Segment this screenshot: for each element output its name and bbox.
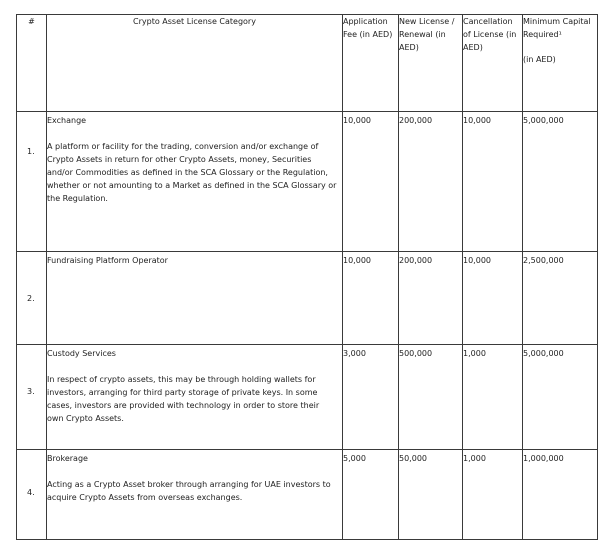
cancellation-value: 1,000: [463, 349, 486, 358]
new-license-cell: [399, 345, 463, 450]
table-row: [17, 112, 598, 252]
row-number-text: 1.: [27, 147, 35, 156]
row-number-text: 4.: [27, 488, 35, 497]
row-number-text: 3.: [27, 387, 35, 396]
new-license-value: 200,000: [399, 116, 433, 125]
new-license-value: 200,000: [399, 256, 433, 265]
min-capital-cell: [523, 252, 598, 345]
min-capital-cell: [523, 345, 598, 450]
category-cell: [47, 345, 343, 450]
row-number: [17, 450, 47, 540]
cancellation-value: 10,000: [463, 116, 491, 125]
application-fee-cell: [343, 252, 399, 345]
header-cancellation: Cancellation of License (in AED): [463, 15, 523, 112]
header-min-capital-unit: (in AED): [523, 55, 556, 64]
table-row: [17, 345, 598, 450]
table-row: [17, 450, 598, 540]
min-capital-value: 5,000,000: [523, 116, 564, 125]
category-title: Custody Services: [47, 349, 116, 358]
header-application-fee: Application Fee (in AED): [343, 15, 399, 112]
category-title: Fundraising Platform Operator: [47, 256, 168, 265]
row-number: [17, 112, 47, 252]
header-number: #: [17, 15, 47, 112]
cancellation-cell: [463, 450, 523, 540]
min-capital-value: 2,500,000: [523, 256, 564, 265]
header-category: Crypto Asset License Category: [47, 15, 343, 112]
min-capital-value: 1,000,000: [523, 454, 564, 463]
application-fee-cell: [343, 345, 399, 450]
category-description: Acting as a Crypto Asset broker through arranging for UAE investors to acquire Crypto Assets from overseas exchanges.: [47, 480, 331, 502]
min-capital-cell: [523, 112, 598, 252]
application-fee-value: 10,000: [343, 256, 371, 265]
new-license-cell: [399, 112, 463, 252]
application-fee-value: 5,000: [343, 454, 366, 463]
application-fee-cell: [343, 112, 399, 252]
cancellation-cell: [463, 345, 523, 450]
cancellation-value: 10,000: [463, 256, 491, 265]
application-fee-value: 3,000: [343, 349, 366, 358]
row-number: [17, 252, 47, 345]
license-fee-table: [16, 14, 598, 540]
row-number-text: 2.: [27, 294, 35, 303]
application-fee-value: 10,000: [343, 116, 371, 125]
header-row: [17, 15, 598, 112]
category-cell: [47, 112, 343, 252]
new-license-value: 50,000: [399, 454, 427, 463]
category-title: Brokerage: [47, 454, 88, 463]
cancellation-value: 1,000: [463, 454, 486, 463]
new-license-cell: [399, 252, 463, 345]
header-new-license: New License / Renewal (in AED): [399, 15, 463, 112]
header-min-capital: [523, 15, 598, 112]
cancellation-cell: [463, 112, 523, 252]
min-capital-value: 5,000,000: [523, 349, 564, 358]
category-description: A platform or facility for the trading, conversion and/or exchange of Crypto Assets in return for other Crypto Assets, money, Securities and/or Commodities as defined in the SCA Glossary or the Regulation, whether or not amounting to a Market as defined in the SCA Glossary or the Regulation.: [47, 142, 337, 203]
new-license-value: 500,000: [399, 349, 433, 358]
row-number: [17, 345, 47, 450]
category-cell: [47, 450, 343, 540]
new-license-cell: [399, 450, 463, 540]
cancellation-cell: [463, 252, 523, 345]
application-fee-cell: [343, 450, 399, 540]
category-cell: [47, 252, 343, 345]
category-title: Exchange: [47, 116, 87, 125]
header-min-capital-label: Minimum Capital Required¹: [523, 17, 591, 39]
table-row: [17, 252, 598, 345]
category-description: In respect of crypto assets, this may be through holding wallets for investors, arranging for third party storage of private keys. In some cases, investors are provided with technology in order to store their own Crypto Assets.: [47, 375, 320, 423]
min-capital-cell: [523, 450, 598, 540]
